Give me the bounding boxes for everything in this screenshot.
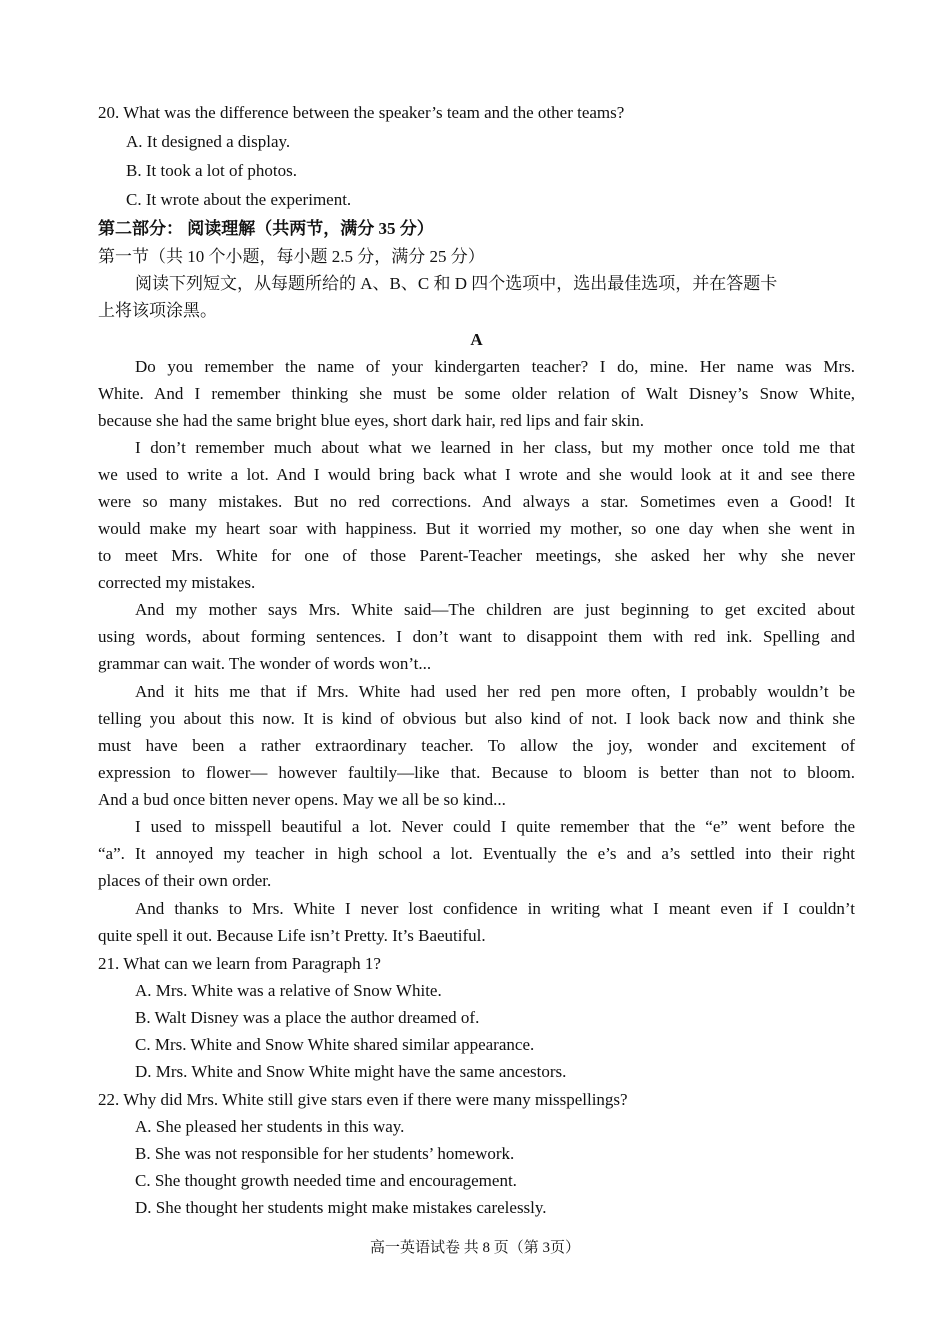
instructions-line-1: 阅读下列短文，从每题所给的 A、B、C 和 D 四个选项中，选出最佳选项，并在答题卡 (135, 274, 778, 293)
q22-option-a: A. She pleased her students in this way. (135, 1117, 405, 1136)
q21-stem: 21. What can we learn from Paragraph 1? (98, 954, 381, 973)
p5-line-2: “a”. It annoyed my teacher in high school a lot. Eventually the e’s and a’s settled into their right (98, 844, 855, 863)
q22-option-b: B. She was not responsible for her students’ homework. (135, 1144, 515, 1163)
q21-option-d: D. Mrs. White and Snow White might have the same ancestors. (135, 1062, 567, 1081)
p6-line-2: quite spell it out. Because Life isn’t Pretty. It’s Baeutiful. (98, 926, 486, 945)
p1-line-3: because she had the same bright blue eyes, short dark hair, red lips and fair skin. (98, 411, 644, 430)
q20-option-b: B. It took a lot of photos. (126, 161, 297, 180)
p5-line-3: places of their own order. (98, 871, 272, 890)
q22-option-d: D. She thought her students might make mistakes carelessly. (135, 1198, 547, 1217)
p2-line-6: corrected my mistakes. (98, 573, 256, 592)
p1-line-2: White. And I remember thinking she must be some older relation of Walt Disney’s Snow White, (98, 384, 855, 403)
q21-option-b: B. Walt Disney was a place the author dreamed of. (135, 1008, 480, 1027)
p2-line-4: would make my heart soar with happiness. But it worried my mother, so one day when she went in (98, 519, 855, 538)
section1-heading: 第一节（共 10 个小题，每小题 2.5 分，满分 25 分） (98, 247, 485, 266)
q21-option-a: A. Mrs. White was a relative of Snow White. (135, 981, 442, 1000)
q20-stem: 20. What was the difference between the speaker’s team and the other teams? (98, 103, 625, 122)
p5-line-1: I used to misspell beautiful a lot. Never could I quite remember that the “e” went before the (135, 817, 855, 836)
p3-line-2: using words, about forming sentences. I don’t want to disappoint them with red ink. Spelling and (98, 627, 855, 646)
p2-line-2: we used to write a lot. And I would bring back what I wrote and she would look at it and see there (98, 465, 855, 484)
p1-line-1: Do you remember the name of your kindergarten teacher? I do, mine. Her name was Mrs. (135, 357, 855, 376)
p2-line-1: I don’t remember much about what we learned in her class, but my mother once told me that (135, 438, 855, 457)
passage-label: A (470, 330, 483, 349)
part2-heading: 第二部分： 阅读理解（共两节，满分 35 分） (98, 219, 434, 238)
p4-line-1: And it hits me that if Mrs. White had used her red pen more often, I probably wouldn’t be (135, 682, 855, 701)
p3-line-1: And my mother says Mrs. White said—The children are just beginning to get excited about (135, 600, 855, 619)
page-footer: 高一英语试卷 共 8 页（第 3页） (369, 1240, 580, 1256)
q22-option-c: C. She thought growth needed time and encouragement. (135, 1171, 517, 1190)
q21-option-c: C. Mrs. White and Snow White shared similar appearance. (135, 1035, 535, 1054)
p4-line-3: must have been a rather extraordinary teacher. To allow the joy, wonder and excitement of (98, 736, 855, 755)
q22-stem: 22. Why did Mrs. White still give stars even if there were many misspellings? (98, 1090, 628, 1109)
p6-line-1: And thanks to Mrs. White I never lost confidence in writing what I meant even if I couldn’t (135, 899, 855, 918)
p4-line-2: telling you about this now. It is kind of obvious but also kind of not. I look back now and think she (98, 709, 855, 728)
p4-line-4: expression to flower— however faultily—like that. Because to bloom is better than not to bloom. (98, 763, 855, 782)
p4-line-5: And a bud once bitten never opens. May we all be so kind... (98, 790, 506, 809)
q20-option-a: A. It designed a display. (126, 132, 291, 151)
q20-option-c: C. It wrote about the experiment. (126, 190, 352, 209)
instructions-line-2: 上将该项涂黑。 (98, 301, 217, 320)
p3-line-3: grammar can wait. The wonder of words won’t... (98, 654, 432, 673)
p2-line-5: to meet Mrs. White for one of those Parent-Teacher meetings, she asked her why she never (98, 546, 855, 565)
p2-line-3: were so many mistakes. But no red corrections. And always a star. Sometimes even a Good! It (98, 492, 855, 511)
